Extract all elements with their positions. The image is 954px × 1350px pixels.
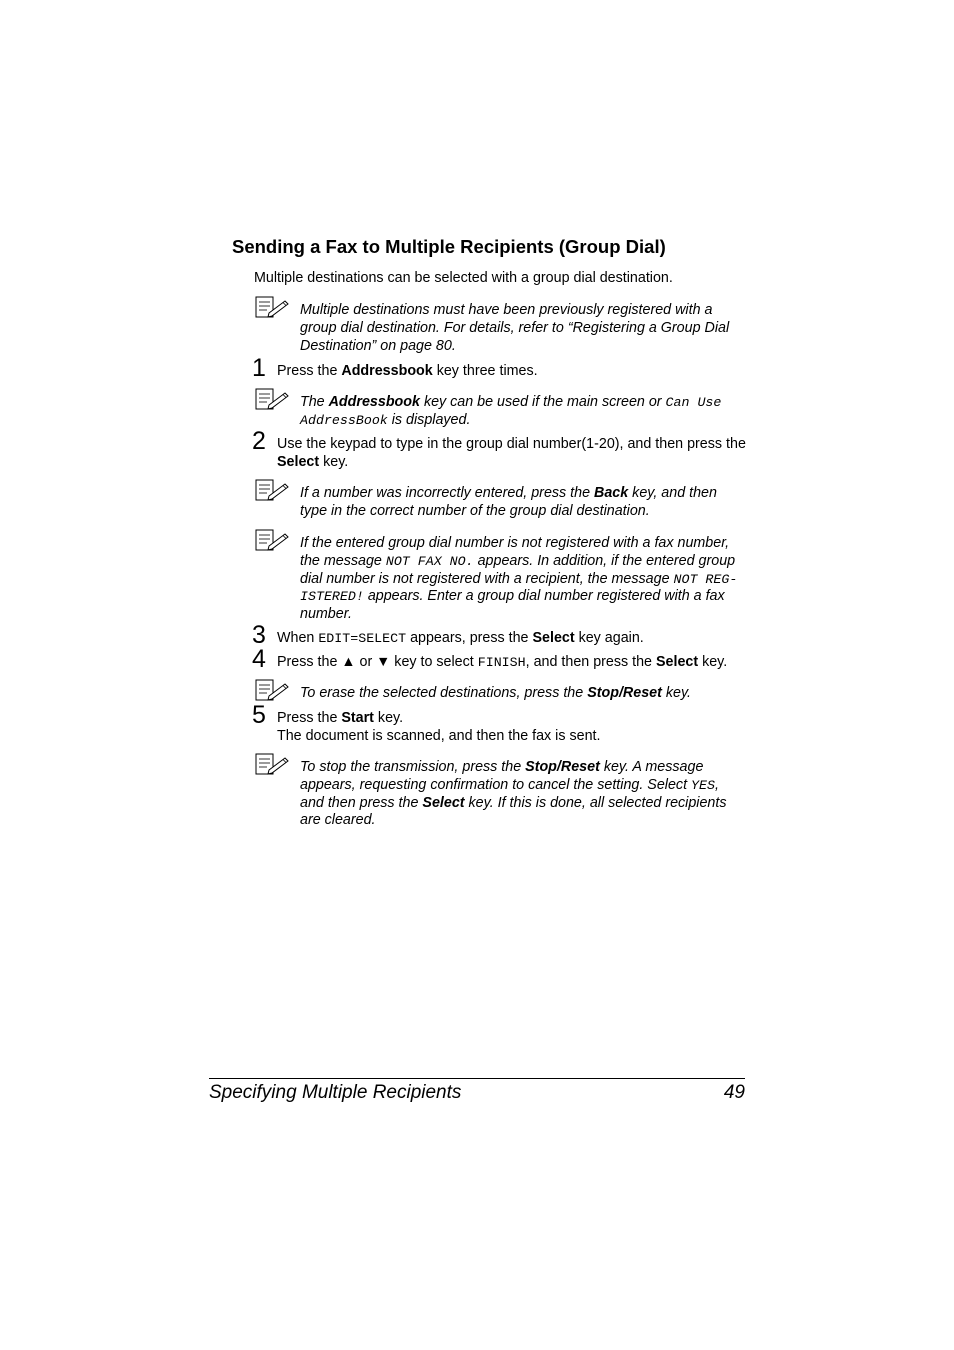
note-pencil-icon	[255, 679, 289, 701]
step-text: Press the Start key. The document is scanned, and then the fax is sent.	[277, 710, 601, 744]
note-pencil-icon	[255, 529, 289, 551]
footer-rule	[209, 1078, 745, 1079]
step-number: 2	[252, 427, 266, 455]
page-number: 49	[723, 1082, 745, 1103]
step-number: 3	[252, 621, 266, 649]
step-number: 1	[252, 354, 266, 382]
note-text: The Addressbook key can be used if the main screen or Can Use AddressBook is displayed.	[300, 394, 722, 428]
note-text: To erase the selected destinations, press the Stop/Reset key.	[300, 685, 692, 701]
note-pencil-icon	[255, 479, 289, 501]
note-text: If a number was incorrectly entered, press the Back key, and then type in the correct number of the group dial destination.	[300, 485, 717, 519]
footer-title: Specifying Multiple Recipients	[209, 1082, 462, 1103]
note-text: To stop the transmission, press the Stop/Reset key. A message appears, requesting confirmation to cancel the setting. Select YES, and then press the Select key. If this is done, all selected recipients are cleared.	[300, 759, 727, 829]
step-text: When EDIT=SELECT appears, press the Select key again.	[277, 630, 644, 646]
step-number: 5	[252, 701, 266, 729]
step-text: Use the keypad to type in the group dial number(1-20), and then press the Select key.	[277, 436, 746, 470]
note-text: Multiple destinations must have been previously registered with a group dial destination. For details, refer to “Registering a Group Dial Destination” on page 80.	[300, 302, 730, 354]
step-text-line2: The document is scanned, and then the fax is sent.	[277, 728, 601, 744]
intro-paragraph: Multiple destinations can be selected with a group dial destination.	[254, 270, 673, 286]
note-pencil-icon	[255, 388, 289, 410]
step-number: 4	[252, 645, 266, 673]
step-text: Press the ▲ or ▼ key to select FINISH, and then press the Select key.	[277, 654, 728, 670]
section-heading: Sending a Fax to Multiple Recipients (Group Dial)	[232, 236, 666, 257]
step-text: Press the Addressbook key three times.	[277, 363, 538, 379]
note-pencil-icon	[255, 296, 289, 318]
note-pencil-icon	[255, 753, 289, 775]
note-text: If the entered group dial number is not registered with a fax number, the message NOT FAX NO. appears. In addition, if the entered group dial number is not registered with a recipient, the message NOT REG-ISTERED! appears. Enter a group dial number registered with a fax number.	[300, 535, 738, 623]
